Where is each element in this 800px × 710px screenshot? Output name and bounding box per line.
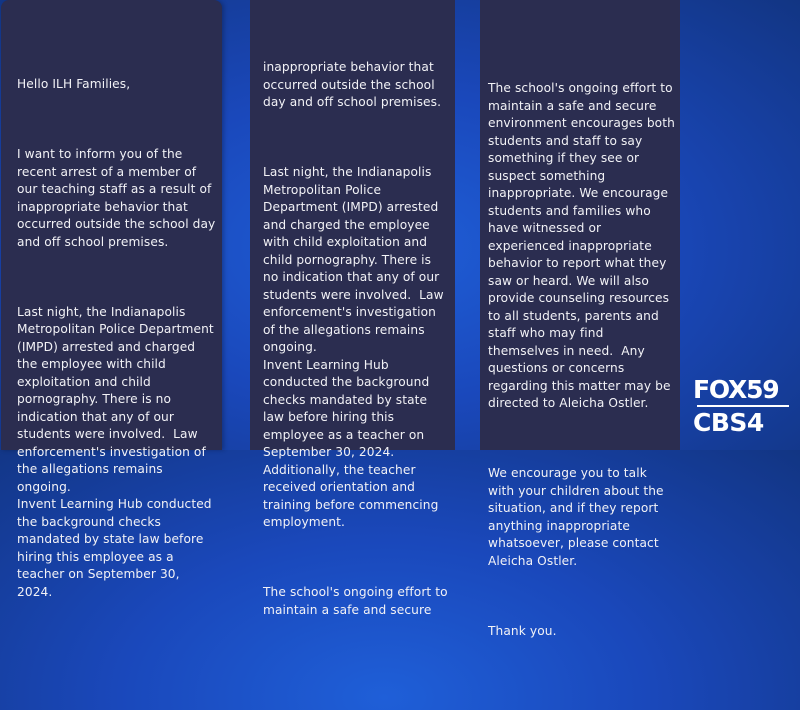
message-text <box>17 41 220 654</box>
message-paragraph: The school's ongoing effort to maintain a safe and secure <box>263 585 452 617</box>
message-text <box>488 45 679 693</box>
message-screenshot-middle <box>250 0 455 617</box>
message-paragraph: Last night, the Indianapolis Metropolitan Police Department (IMPD) arrested and charged the employee with child exploitation and child pornography. There is no indication that any of our students were involved. Law enforcement's investigation of the allegations remains ongoing. Invent Learning Hub conducted the background checks mandated by state law before hiring this employee as a teacher on September 30, 2024. Additionally, the teacher received orientation and training before commencing employment. <box>263 165 444 529</box>
message-paragraph: We encourage you to talk with your children about the situation, and if they report anything inappropriate whatsoever, please contact Aleicha Ostler. <box>488 466 668 568</box>
message-paragraph: Thank you. <box>488 623 557 638</box>
message-screenshot-right <box>480 0 680 638</box>
message-paragraph: The school's ongoing effort to maintain a safe and secure environment encourages both students and staff to say something if they see or suspect something inappropriate. We encourage students and families who have witnessed or experienced inappropriate behavior to report what they saw or heard. We will also provide counseling resources to all students, parents and staff who may find themselves in need. Any questions or concerns regarding this matter may be directed to Aleicha Ostler. <box>488 81 679 410</box>
message-text <box>263 24 450 672</box>
logo-divider <box>697 405 789 407</box>
station-logo <box>693 377 793 436</box>
message-paragraph: inappropriate behavior that occurred outside the school day and off school premises. <box>263 60 442 109</box>
message-paragraph: Hello ILH Families, <box>17 77 131 91</box>
message-screenshot-left <box>1 0 222 599</box>
message-paragraph: I want to inform you of the recent arrest of a member of our teaching staff as a result of inappropriate behavior that occurred outside the school day and off school premises. <box>17 147 220 249</box>
cbs-number: 4 <box>746 407 764 437</box>
message-paragraph: Last night, the Indianapolis Metropolitan Police Department (IMPD) arrested and charged the employee with child exploitation and child pornography. There is no indication that any of our students were involved. Law enforcement's investigation of the allegations remains ongoing. Invent Learning Hub conducted the background checks mandated by state law before hiring this employee as a teacher on September 30, 2024. <box>17 304 214 599</box>
cbs4-logo <box>693 407 793 437</box>
cbs-text: CBS <box>693 407 747 437</box>
fox59-logo: FOX59 <box>693 375 779 404</box>
